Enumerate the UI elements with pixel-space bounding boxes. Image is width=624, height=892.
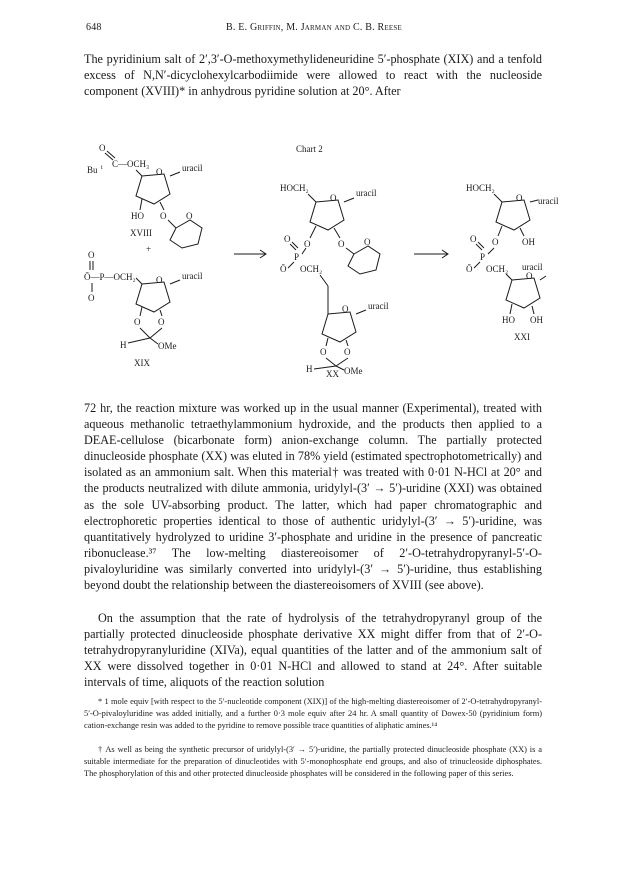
label-xxi: XXI: [514, 332, 530, 342]
compound-xviii: [87, 143, 203, 248]
svg-text:H: H: [120, 340, 127, 350]
compound-xix: [84, 250, 203, 368]
svg-text:O: O: [526, 271, 533, 281]
svg-text:O: O: [344, 347, 351, 357]
svg-text:HOCH₂: HOCH₂: [466, 183, 495, 193]
svg-text:uracil: uracil: [368, 301, 389, 311]
svg-text:Ō: Ō: [280, 264, 287, 274]
label-xx: XX: [326, 369, 339, 379]
footnote-text: * 1 mole equiv [with respect to the 5′-nucleotide component (XIX)] of the high-melting diastereoisomer of 2′-O-tetrahydropyranyl-5′-O-pivaloyluridine was added initially, and a further 0·3 mole equiv after 24 hr. A small quantity of Dowex-50 (pyridinium form) cation-exchange resin was added to the pyridine to remove possible trace quantities of aliphatic amines.¹⁴: [84, 697, 542, 730]
svg-text:O: O: [134, 317, 141, 327]
label-xviii: XVIII: [130, 228, 152, 238]
page-number: 648: [86, 22, 102, 33]
opening-paragraph: [84, 51, 542, 99]
svg-text:OMe: OMe: [158, 341, 177, 351]
svg-text:OH: OH: [522, 237, 535, 247]
svg-text:OCH₂: OCH₂: [300, 264, 323, 274]
svg-text:O: O: [320, 347, 327, 357]
svg-text:HO: HO: [502, 315, 515, 325]
svg-text:O: O: [330, 193, 337, 203]
paragraph-text: The pyridinium salt of 2′,3′-O-methoxymethylideneuridine 5′-phosphate (XIX) and a tenfold excess of N,N′-dicyclohexylcarbodiimide were allowed to react with the nucleoside component (XVIII)* in anhydrous pyridine solution at 20°. After: [84, 52, 542, 99]
svg-text:O: O: [156, 167, 163, 177]
svg-text:O: O: [342, 304, 349, 314]
svg-text:C—OCH₃: C—OCH₃: [112, 159, 150, 169]
svg-text:uracil: uracil: [182, 163, 203, 173]
svg-text:O: O: [186, 211, 193, 221]
svg-text:O: O: [88, 250, 95, 260]
footnote-asterisk: [84, 696, 542, 732]
svg-text:OCH₂: OCH₂: [486, 264, 509, 274]
svg-text:O: O: [88, 293, 95, 303]
svg-text:O: O: [99, 143, 106, 153]
running-header: [86, 22, 542, 36]
svg-text:Bu: Bu: [87, 165, 98, 175]
svg-text:OMe: OMe: [344, 366, 363, 376]
footnote-dagger: [84, 744, 542, 780]
svg-text:O: O: [284, 234, 291, 244]
svg-text:Ō: Ō: [466, 264, 473, 274]
svg-text:O: O: [338, 239, 345, 249]
svg-text:O: O: [304, 239, 311, 249]
reaction-scheme: [84, 143, 559, 379]
compound-xxi: [466, 183, 559, 342]
svg-text:uracil: uracil: [182, 271, 203, 281]
svg-text:O: O: [158, 317, 165, 327]
svg-text:t: t: [101, 165, 103, 171]
svg-text:P: P: [294, 252, 300, 262]
svg-text:P: P: [480, 252, 486, 262]
footnote-text: † As well as being the synthetic precursor of uridylyl-(3′ → 5′)-uridine, the partially protected dinucleoside phosphate (XX) is a suitable intermediate for the preparation of dinucleotides with 5′-monophosphate end groups, and also of trinucleoside diphosphates. The phosphorylation of this and other protected dinucleoside phosphates will be considered in the following paper of this series.: [84, 745, 542, 778]
svg-text:O: O: [470, 234, 477, 244]
svg-text:H: H: [306, 364, 313, 374]
label-xix: XIX: [134, 358, 150, 368]
results-paragraph: [84, 400, 542, 593]
svg-text:O: O: [160, 211, 167, 221]
hydrolysis-paragraph: [84, 610, 542, 690]
svg-text:uracil: uracil: [538, 196, 559, 206]
svg-text:HOCH₂: HOCH₂: [280, 183, 309, 193]
compound-xx: [280, 183, 389, 379]
paragraph-text: 72 hr, the reaction mixture was worked up in the usual manner (Experimental), treated with aqueous methanolic tetraethylammonium hydroxide, and the products then applied to a DEAE-cellulose (bicarbonate form) anion-exchange column. The partially protected dinucleoside phosphate (XX) was eluted in 78% yield (estimated spectrophotometrically) and isolated as an ammonium salt. When this material† was treated with 0·01 N-HCl at 20° and the products neutralized with dilute ammonia, uridylyl-(3′ → 5′)-uridine (XXI) was obtained as the sole UV-absorbing product. The latter, which had paper chromatographic and electrophoretic properties identical to those of authentic uridylyl-(3′ → 5′)-uridine, was quantitatively hydrolyzed to uridine 3′-phosphate and uridine in the presence of pancreatic ribonuclease.³⁷ The low-melting diastereoisomer of 2′-O-tetrahydropyranyl-5′-O-pivaloyluridine was similarly converted into uridylyl-(3′ → 5′)-uridine, thus establishing beyond doubt the relationship between the diastereoisomers of XVIII (see above).: [84, 401, 542, 593]
plus-sign: +: [146, 244, 152, 254]
svg-text:OH: OH: [530, 315, 543, 325]
chart-title: Chart 2: [296, 144, 323, 154]
svg-text:O: O: [156, 275, 163, 285]
svg-text:Ō—P—OCH₂: Ō—P—OCH₂: [84, 272, 136, 282]
svg-text:O: O: [516, 193, 523, 203]
svg-text:HO: HO: [131, 211, 144, 221]
svg-text:O: O: [492, 237, 499, 247]
paragraph-text: On the assumption that the rate of hydrolysis of the tetrahydropyranyl group of the partially protected dinucleoside phosphate derivative XX might differ from that of 2′-O-tetrahydropyranyluridine (XIVa), equal quantities of the latter and of the ammonium salt of XX were dissolved together in 0·01 N-HCl and allowed to stand at 24°. After suitable intervals of time, aliquots of the reaction solution: [84, 611, 542, 690]
svg-text:uracil: uracil: [356, 188, 377, 198]
svg-text:O: O: [364, 237, 371, 247]
running-authors: B. E. Griffin, M. Jarman and C. B. Reese: [226, 22, 402, 33]
svg-text:uracil: uracil: [522, 262, 543, 272]
